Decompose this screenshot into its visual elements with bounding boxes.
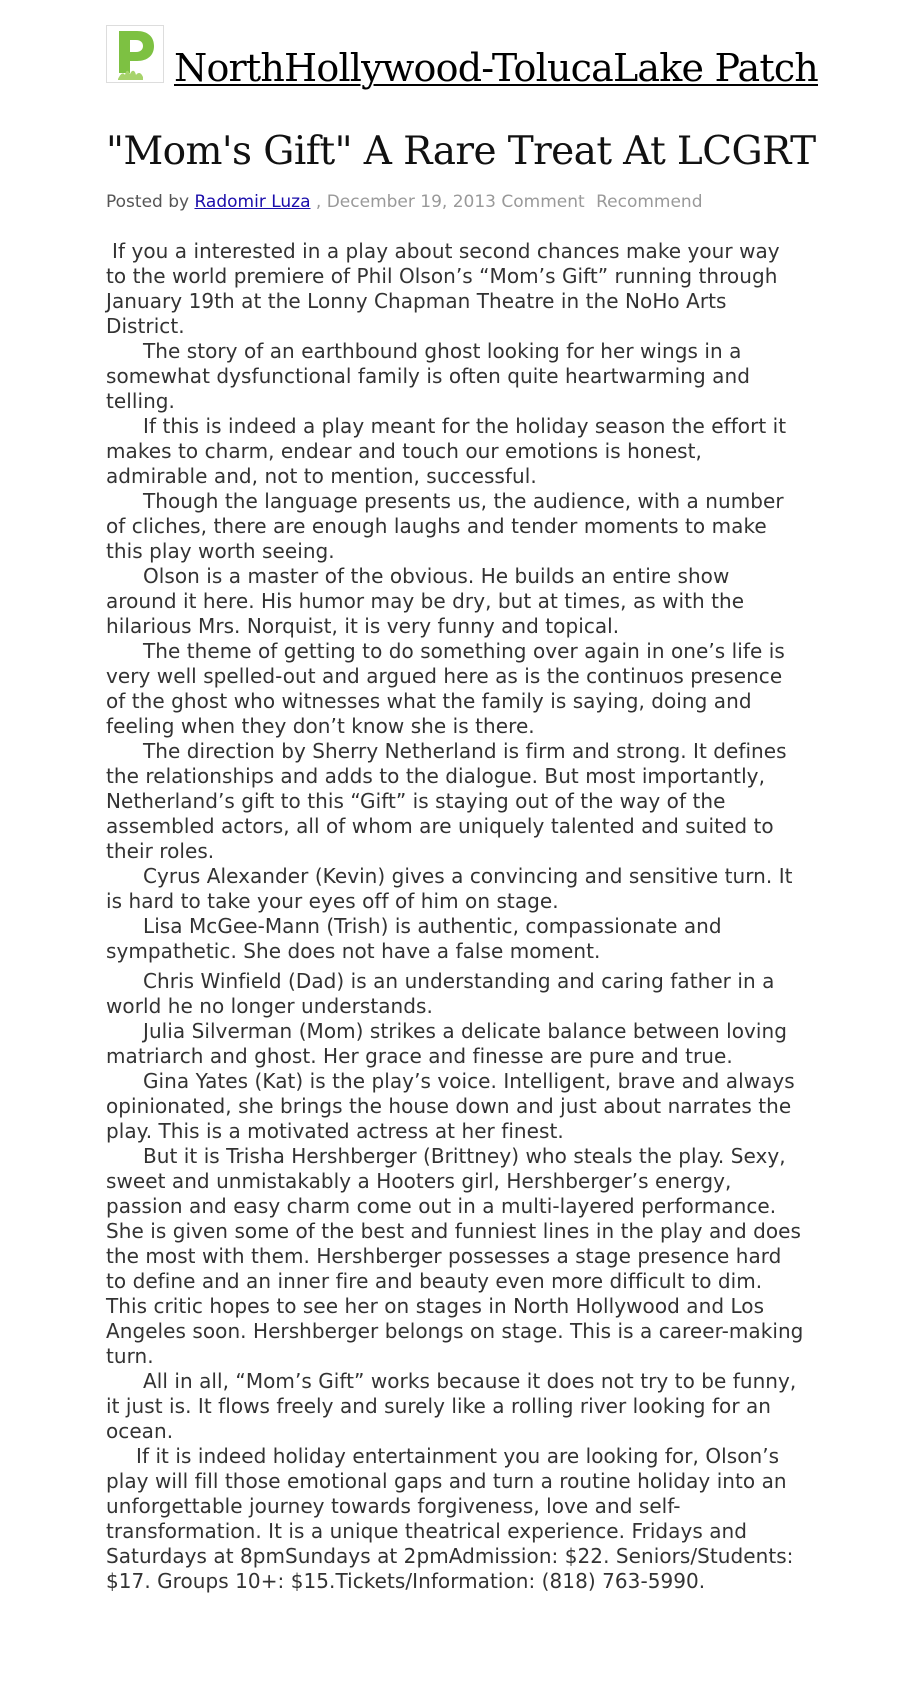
article-paragraph: Gina Yates (Kat) is the play’s voice. Intelligent, brave and always opinionated, she brings the house down and just about narrates the play. This is a motivated actress at her finest.	[106, 1069, 795, 1143]
article-paragraph: The theme of getting to do something over again in one’s life is very well spelled-out and argued here as is the continuos presence of the ghost who witnesses what the family is saying, doing and feeling when they don’t know she is there.	[106, 639, 785, 738]
article-paragraph: The story of an earthbound ghost looking for her wings in a somewhat dysfunctional family is often quite heartwarming and telling.	[106, 339, 750, 413]
masthead	[106, 25, 818, 95]
article-paragraph: Olson is a master of the obvious. He builds an entire show around it here. His humor may be dry, but at times, as with the hilarious Mrs. Norquist, it is very funny and topical.	[106, 564, 745, 638]
article-paragraph: Though the language presents us, the audience, with a number of cliches, there are enough laughs and tender moments to make this play worth seeing.	[106, 489, 784, 563]
article-title: "Mom's Gift" A Rare Treat At LCGRT	[106, 129, 816, 174]
article-paragraph: Chris Winfield (Dad) is an understanding and caring father in a world he no longer understands.	[106, 969, 775, 1018]
byline	[106, 191, 703, 213]
article-body	[106, 239, 806, 1594]
article-paragraph: If you a interested in a play about second chances make your way to the world premiere of Phil Olson’s “Mom’s Gift” running through January 19th at the Lonny Chapman Theatre in the NoHo Arts District.	[106, 239, 780, 338]
recommend-link[interactable]: Recommend	[596, 192, 703, 212]
article-paragraph: The direction by Sherry Netherland is firm and strong. It defines the relationships and adds to the dialogue. But most importantly, Netherland’s gift to this “Gift” is staying out of the way of the assembled actors, all of whom are uniquely talented and suited to their roles.	[106, 739, 787, 863]
site-logo[interactable]	[106, 25, 164, 83]
author-link[interactable]: Radomir Luza	[194, 192, 311, 212]
article-paragraph: If it is indeed holiday entertainment you are looking for, Olson’s play will fill those emotional gaps and turn a routine holiday into an unforgettable journey towards forgiveness, love and self-transformation. It is a unique theatrical experience. Fridays and Saturdays at 8pmSundays at 2pmAdmission: $22. Seniors/Students: $17. Groups 10+: $15.Tickets/Information: (818) 763-5990.	[106, 1444, 794, 1593]
site-title-link[interactable]: NorthHollywood-TolucaLake Patch	[174, 46, 818, 90]
article-paragraph: Cyrus Alexander (Kevin) gives a convincing and sensitive turn. It is hard to take your eyes off of him on stage.	[106, 864, 793, 913]
article-paragraph: If this is indeed a play meant for the holiday season the effort it makes to charm, endear and touch our emotions is honest, admirable and, not to mention, successful.	[106, 414, 787, 488]
publish-date: , December 19, 2013	[315, 192, 496, 212]
article-paragraph: All in all, “Mom’s Gift” works because it does not try to be funny, it just is. It flows freely and surely like a rolling river looking for an ocean.	[106, 1369, 797, 1443]
article-paragraph: Lisa McGee-Mann (Trish) is authentic, compassionate and sympathetic. She does not have a false moment.	[106, 914, 722, 963]
patch-p-logo-icon	[113, 29, 157, 81]
article-paragraph: But it is Trisha Hershberger (Brittney) who steals the play. Sexy, sweet and unmistakably a Hooters girl, Hershberger’s energy, passion and easy charm come out in a multi-layered performance. She is given some of the best and funniest lines in the play and does the most with them. Hershberger possesses a stage presence hard to define and an inner fire and beauty even more difficult to dim. This critic hopes to see her on stages in North Hollywood and Los Angeles soon. Hershberger belongs on stage. This is a career-making turn.	[106, 1144, 804, 1368]
comment-link[interactable]: Comment	[501, 192, 585, 212]
article-paragraph: Julia Silverman (Mom) strikes a delicate balance between loving matriarch and ghost. Her grace and finesse are pure and true.	[106, 1019, 787, 1068]
byline-posted-by: Posted by	[106, 192, 190, 212]
